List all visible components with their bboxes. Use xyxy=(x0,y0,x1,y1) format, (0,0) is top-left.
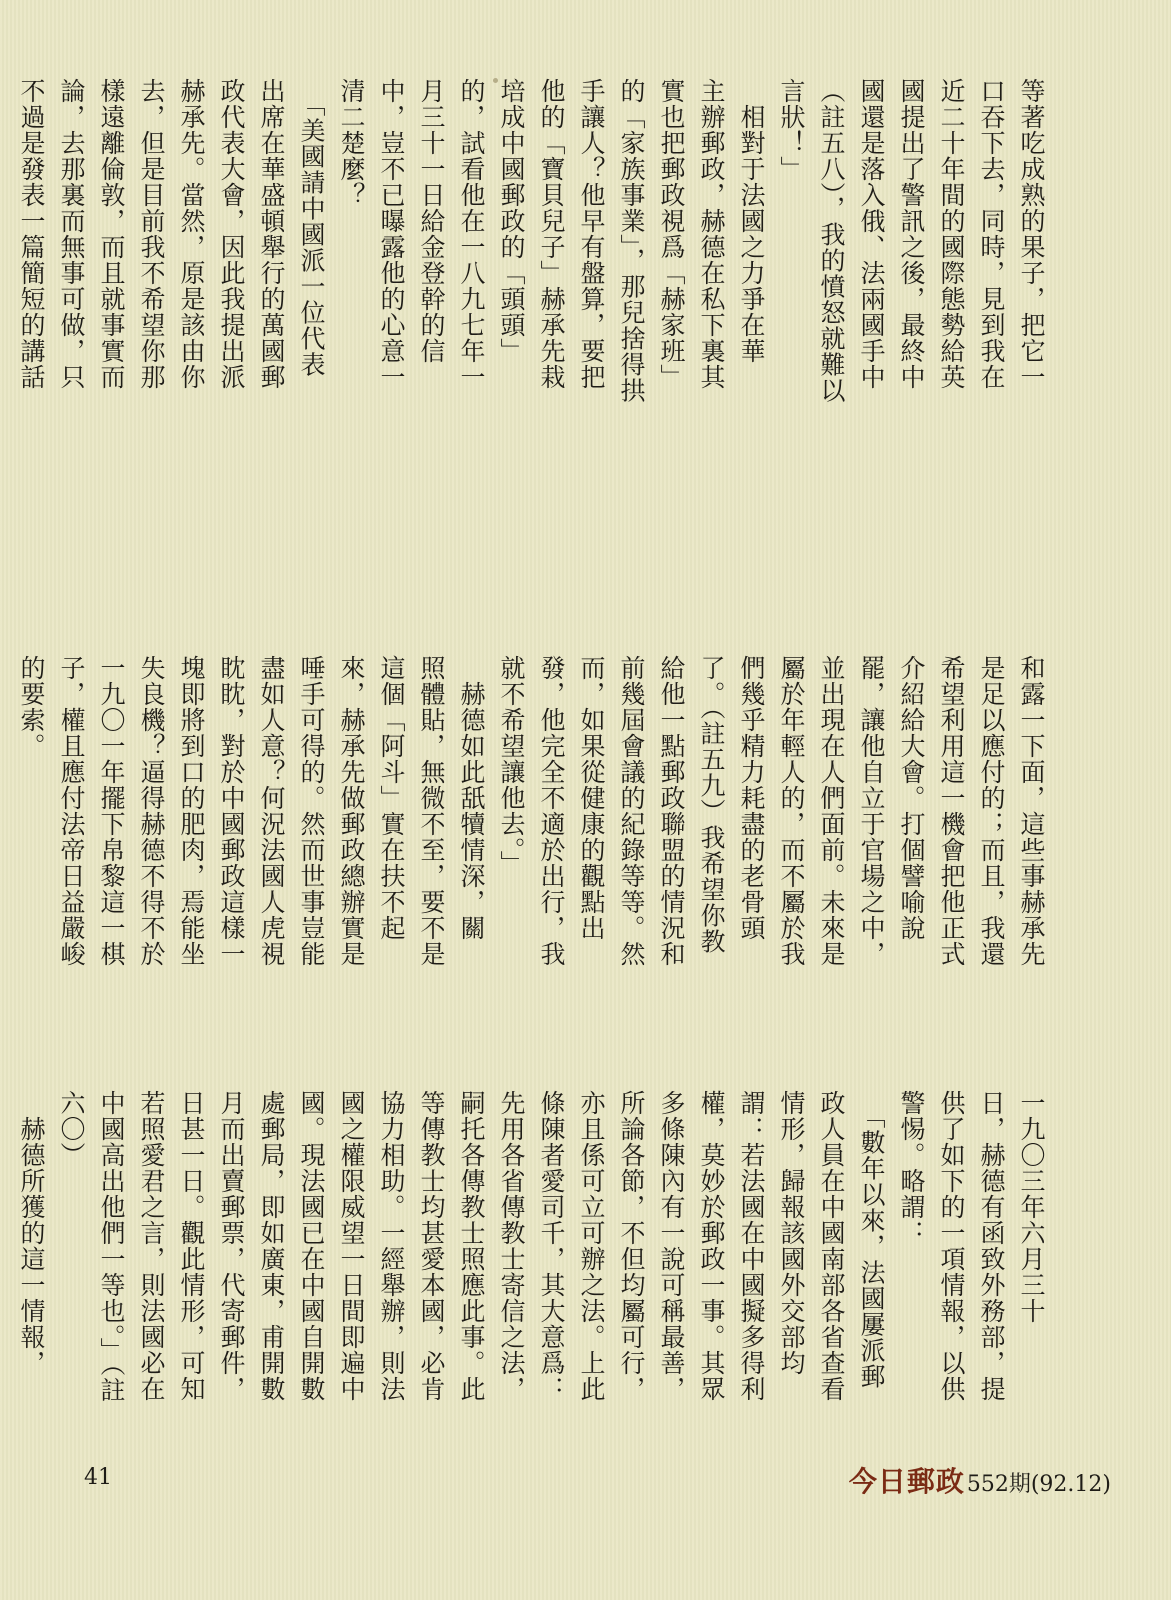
text-column: 屬於年輕人的，而不屬於我 xyxy=(777,655,806,967)
text-column: 是足以應付的；而且，我還 xyxy=(977,655,1006,967)
text-column: 希望利用這一機會把他正式 xyxy=(937,655,966,967)
band-lower xyxy=(11,1090,1051,1445)
text-column: 「數年以來，法國屢派郵 xyxy=(857,1090,886,1390)
text-column: 政代表大會，因此我提出派 xyxy=(217,78,246,390)
text-column: 手讓人？他早有盤算，要把 xyxy=(577,78,606,390)
band-middle xyxy=(11,655,1051,1075)
magazine-issue: 552期(92.12) xyxy=(966,1472,1111,1497)
text-column: 近二十年間的國際態勢給英 xyxy=(937,78,966,390)
text-column: 出席在華盛頓舉行的萬國郵 xyxy=(257,78,286,390)
text-column: 失良機？逼得赫德不得不於 xyxy=(137,655,166,967)
text-column: 口吞下去，同時，見到我在 xyxy=(977,78,1006,390)
text-column: 協力相助。一經舉辦，則法 xyxy=(377,1090,406,1402)
text-column: 照體貼，無微不至，要不是 xyxy=(417,655,446,967)
text-column: 他的「寶貝兒子」赫承先栽 xyxy=(537,78,566,390)
text-column: 的「家族事業」，那兒捨得拱 xyxy=(617,78,646,404)
text-column: 等著吃成熟的果子，把它一 xyxy=(1017,78,1046,390)
text-column: 和露一下面，這些事赫承先 xyxy=(1017,655,1046,967)
text-column: 給他一點郵政聯盟的情況和 xyxy=(657,655,686,967)
band-top xyxy=(11,78,1051,613)
text-column: 供了如下的一項情報，以供 xyxy=(937,1090,966,1402)
text-column: 就不希望讓他去。」 xyxy=(497,655,526,877)
text-column: 月而出賣郵票，代寄郵件， xyxy=(217,1090,246,1402)
text-column: 六〇） xyxy=(57,1090,86,1168)
text-column: 的要索。 xyxy=(17,655,46,759)
text-column: 發，他完全不適於出行，我 xyxy=(537,655,566,967)
text-column: 主辦郵政，赫德在私下裏其 xyxy=(697,78,726,390)
text-column: 赫德所獲的這一情報， xyxy=(17,1090,46,1376)
text-column: 國之權限威望一日間即遍中 xyxy=(337,1090,366,1402)
text-column: 中國高出他們一等也。」（註 xyxy=(97,1090,126,1403)
text-column: 去，但是目前我不希望你那 xyxy=(137,78,166,390)
text-column: 日，赫德有函致外務部，提 xyxy=(977,1090,1006,1402)
text-column: 前幾屆會議的紀錄等等。然 xyxy=(617,655,646,967)
text-column: 亦且係可立可辦之法。上此 xyxy=(577,1090,606,1402)
text-column: 月三十一日給金登幹的信 xyxy=(417,78,446,364)
text-column: 介紹給大會。打個譬喻說 xyxy=(897,655,926,941)
text-column: 塊即將到口的肥肉，焉能坐 xyxy=(177,655,206,967)
text-column: 日甚一日。觀此情形，可知 xyxy=(177,1090,206,1402)
text-column: 這個「阿斗」實在扶不起 xyxy=(377,655,406,941)
text-column: 不過是發表一篇簡短的講話 xyxy=(17,78,46,390)
text-column: 一九〇三年六月三十 xyxy=(1017,1090,1046,1324)
text-column: 眈眈，對於中國郵政這樣一 xyxy=(217,655,246,967)
text-column: 盡如人意？何況法國人虎視 xyxy=(257,655,286,967)
text-column: 來，赫承先做郵政總辦實是 xyxy=(337,655,366,967)
text-column: 唾手可得的。然而世事豈能 xyxy=(297,655,326,967)
text-column: 中，豈不已曝露他的心意一 xyxy=(377,78,406,390)
text-column: 罷，讓他自立于官場之中， xyxy=(857,655,886,967)
magazine-footer xyxy=(849,1460,1111,1500)
text-column: 赫德如此舐犢情深，關 xyxy=(457,655,486,941)
magazine-title: 今日郵政 xyxy=(848,1465,965,1498)
text-column: 權，莫妙於郵政一事。其眾 xyxy=(697,1090,726,1402)
text-column: 情形，歸報該國外交部均 xyxy=(777,1090,806,1376)
text-column: 清二楚麼？ xyxy=(337,78,366,208)
page-number: 41 xyxy=(84,1465,112,1490)
text-column: 等傳教士均甚愛本國，必肯 xyxy=(417,1090,446,1402)
text-column: 所論各節，不但均屬可行， xyxy=(617,1090,646,1402)
text-column: 論，去那裏而無事可做，只 xyxy=(57,78,86,390)
text-column: 一九〇一年擺下帛黎這一棋 xyxy=(97,655,126,967)
text-column: 國還是落入俄、法兩國手中 xyxy=(857,78,886,390)
text-column: 而，如果從健康的觀點出 xyxy=(577,655,606,941)
text-column: 「美國請中國派一位代表 xyxy=(297,78,326,378)
text-column: 嗣托各傳教士照應此事。此 xyxy=(457,1090,486,1402)
text-column: 實也把郵政視爲「赫家班」 xyxy=(657,78,686,390)
text-column: 們幾乎精力耗盡的老骨頭 xyxy=(737,655,766,941)
text-column: 言狀！」 xyxy=(777,78,806,182)
text-column: 警惕。略謂： xyxy=(897,1090,926,1246)
text-column: 國。現法國已在中國自開數 xyxy=(297,1090,326,1402)
text-column: 若照愛君之言，則法國必在 xyxy=(137,1090,166,1402)
text-column: （註五八），我的憤怒就難以 xyxy=(817,78,846,404)
text-column: 多條陳內有一說可稱最善， xyxy=(657,1090,686,1402)
text-column: 的，試看他在一八九七年一 xyxy=(457,78,486,390)
text-column: 先用各省傳教士寄信之法， xyxy=(497,1090,526,1402)
text-column: 謂：若法國在中國擬多得利 xyxy=(737,1090,766,1402)
text-column: 樣遠離倫敦，而且就事實而 xyxy=(97,78,126,390)
text-column: 子，權且應付法帝日益嚴峻 xyxy=(57,655,86,967)
text-column: 條陳者愛司千，其大意爲： xyxy=(537,1090,566,1402)
text-column: 政人員在中國南部各省查看 xyxy=(817,1090,846,1402)
text-column: 並出現在人們面前。未來是 xyxy=(817,655,846,967)
text-column: 了。（註五九）我希望你教 xyxy=(697,655,726,955)
text-column: 國提出了警訊之後，最終中 xyxy=(897,78,926,390)
text-column: 赫承先。當然，原是該由你 xyxy=(177,78,206,390)
text-column: 相對于法國之力爭在華 xyxy=(737,78,766,364)
text-column: 處郵局，即如廣東，甫開數 xyxy=(257,1090,286,1402)
text-column: 培成中國郵政的「頭頭」 xyxy=(497,78,526,364)
